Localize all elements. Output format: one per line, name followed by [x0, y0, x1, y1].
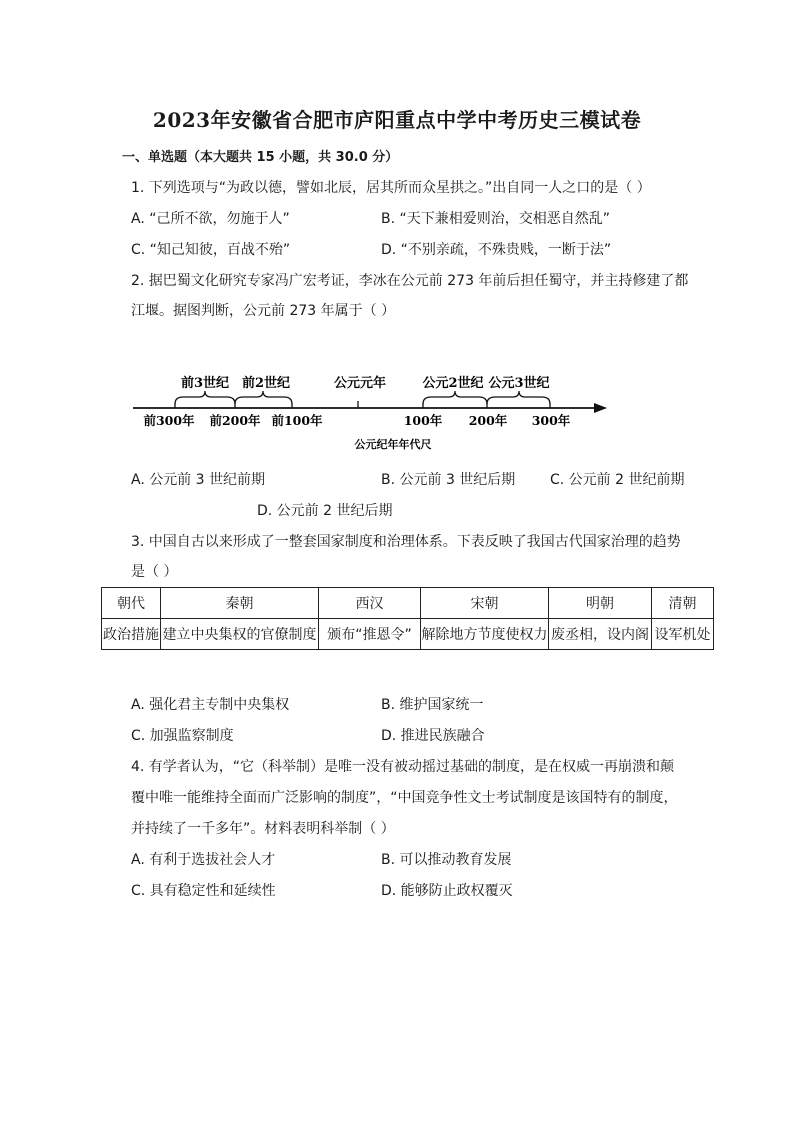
q3-option-c[interactable]: C. 加强监察制度 [131, 728, 234, 744]
q4-option-d[interactable]: D. 能够防止政权覆灭 [381, 883, 513, 899]
q2-stem-line1: 2. 据巴蜀文化研究专家冯广宏考证，李冰在公元前 273 年前后担任蜀守，并主持修建了都 [131, 273, 689, 289]
label-ad2-century: 公元2世纪 [422, 376, 484, 391]
table-cell: 颁布“推恩令” [319, 619, 421, 650]
q4-option-b[interactable]: B. 可以推动教育发展 [381, 852, 512, 868]
tick-label: 前100年 [271, 413, 323, 428]
q3-option-a[interactable]: A. 强化君主专制中央集权 [131, 697, 290, 713]
q1-option-a[interactable]: A. “己所不欲，勿施于人” [131, 211, 290, 227]
table-cell: 设军机处 [652, 619, 714, 650]
q4-stem-line3: 并持续了一千多年”。材料表明科举制（ ） [131, 821, 395, 837]
timeline-caption: 公元纪年年代尺 [354, 438, 432, 451]
q2-option-c[interactable]: C. 公元前 2 世纪前期 [550, 472, 685, 488]
table-cell: 解除地方节度使权力 [421, 619, 549, 650]
q4-option-a[interactable]: A. 有利于选拔社会人才 [131, 852, 276, 868]
table-header-row [102, 588, 714, 619]
brace-ad3 [487, 391, 550, 404]
label-ad1-year: 公元元年 [333, 376, 387, 391]
table-cell: 秦朝 [161, 588, 319, 619]
q3-stem-line1: 3. 中国自古以来形成了一整套国家制度和治理体系。下表反映了我国古代国家治理的趋势 [131, 534, 681, 550]
brace-bc2 [235, 391, 292, 404]
table-cell: 政治措施 [102, 619, 161, 650]
table-cell: 建立中央集权的官僚制度 [161, 619, 319, 650]
label-bc3-century: 前3世纪 [180, 376, 230, 391]
table-cell: 宋朝 [421, 588, 549, 619]
timeline-figure [125, 370, 615, 455]
section-heading: 一、单选题（本大题共 15 小题，共 30.0 分） [122, 150, 399, 165]
table-cell: 朝代 [102, 588, 161, 619]
label-ad3-century: 公元3世纪 [488, 376, 550, 391]
q3-stem-line2: 是（ ） [131, 564, 178, 580]
q3-option-d[interactable]: D. 推进民族融合 [381, 728, 485, 744]
brace-bc3 [175, 391, 235, 404]
tick-label: 前200年 [209, 413, 261, 428]
table-cell: 明朝 [549, 588, 652, 619]
page-title: 2023年安徽省合肥市庐阳重点中学中考历史三模试卷 [152, 108, 642, 132]
q2-option-b[interactable]: B. 公元前 3 世纪后期 [381, 472, 516, 488]
q4-option-c[interactable]: C. 具有稳定性和延续性 [131, 883, 276, 899]
q2-option-a[interactable]: A. 公元前 3 世纪前期 [131, 472, 266, 488]
q1-option-c[interactable]: C. “知己知彼，百战不殆” [131, 242, 291, 258]
table-row [102, 619, 714, 650]
tick-label: 前300年 [143, 413, 195, 428]
brace-ad2 [423, 391, 487, 404]
governance-table [101, 587, 714, 650]
label-bc2-century: 前2世纪 [241, 376, 291, 391]
q3-option-b[interactable]: B. 维护国家统一 [381, 697, 484, 713]
q2-stem-line2: 江堰。据图判断，公元前 273 年属于（ ） [131, 303, 396, 319]
q4-stem-line2: 覆中唯一能维持全面而广泛影响的制度”，“中国竞争性文士考试制度是该国特有的制度， [131, 790, 678, 806]
timeline-arrow-icon [594, 403, 607, 413]
table-cell: 废丞相，设内阁 [549, 619, 652, 650]
q1-option-d[interactable]: D. “不别亲疏，不殊贵贱，一断于法” [381, 242, 612, 258]
q2-option-d[interactable]: D. 公元前 2 世纪后期 [257, 503, 393, 519]
q4-stem-line1: 4. 有学者认为，“它（科举制）是唯一没有被动摇过基础的制度，是在权威一再崩溃和颠 [131, 759, 675, 775]
table-cell: 清朝 [652, 588, 714, 619]
table-cell: 西汉 [319, 588, 421, 619]
tick-label: 100年 [403, 413, 443, 428]
tick-label: 300年 [531, 413, 571, 428]
tick-label: 200年 [468, 413, 508, 428]
q1-option-b[interactable]: B. “天下兼相爱则治，交相恶自然乱” [381, 211, 611, 227]
q1-stem: 1. 下列选项与“为政以德，譬如北辰，居其所而众星拱之。”出自同一人之口的是（ ） [131, 180, 651, 196]
